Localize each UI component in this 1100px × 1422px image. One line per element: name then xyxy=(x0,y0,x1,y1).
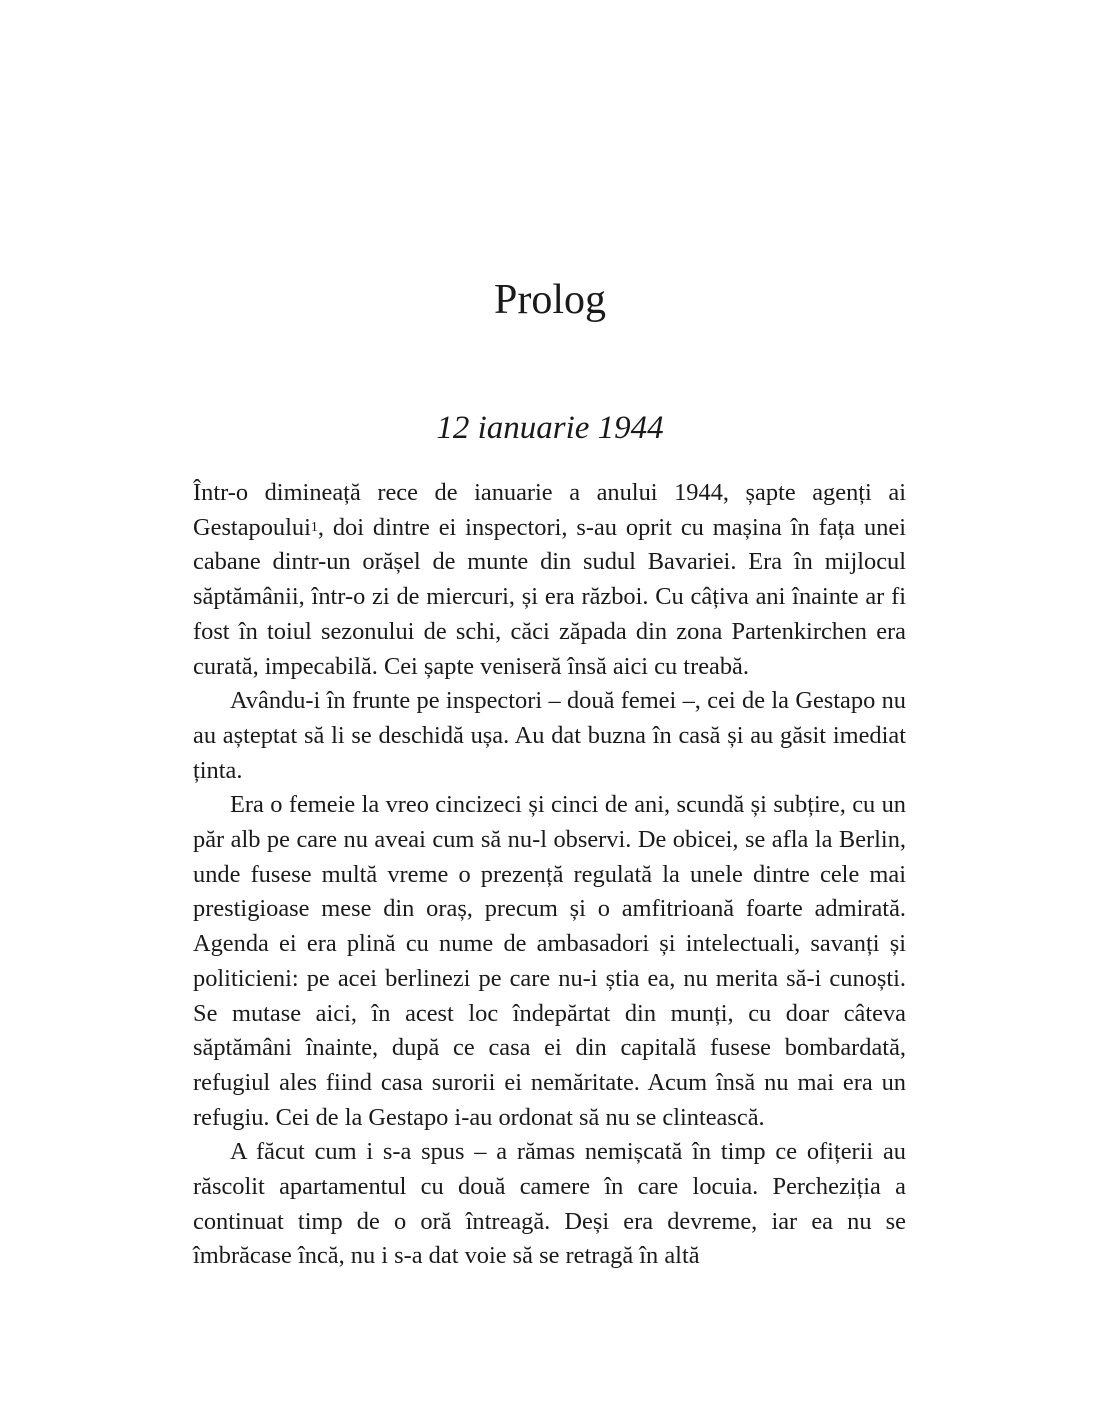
paragraph-4: A făcut cum i s-a spus – a rămas nemișcată în timp ce ofițerii au răscolit apartamentul cu două camere în care locuia. Percheziția a continuat timp de o oră întreagă. Deși era devreme, iar ea nu se îmbrăcase încă, nu i s-a dat voie să se retragă în altă xyxy=(193,1138,906,1270)
paragraph-1 xyxy=(193,476,906,684)
paragraph-2: Avându-i în frunte pe inspectori – două femei –, cei de la Gestapo nu au așteptat să li se deschidă ușa. Au dat buzna în casă și au găsit imediat ținta. xyxy=(193,687,906,784)
chapter-date: 12 ianuarie 1944 xyxy=(436,410,664,446)
chapter-title: Prolog xyxy=(493,277,606,323)
paragraph-1-text-b: , doi dintre ei inspectori, s-au oprit cu mașina în fața unei cabane dintr-un orășel de munte din sudul Bavariei. Era în mijlocul săptămânii, într-o zi de miercuri, și era război. Cu câțiva ani înainte ar fi fost în toiul sezonului de schi, căci zăpada din zona Partenkirchen era curată, impecabilă. Cei șapte veniseră însă aici cu treabă. xyxy=(193,513,906,680)
chapter-body xyxy=(193,476,906,1274)
footnote-marker: 1 xyxy=(310,519,318,535)
paragraph-1-text-a: Într-o dimineață rece de ianuarie a anului 1944, șapte agenți ai Gestapoului xyxy=(193,479,906,541)
paragraph-3: Era o femeie la vreo cincizeci și cinci de ani, scundă și subțire, cu un păr alb pe care nu aveai cum să nu-l observi. De obicei, se afla la Berlin, unde fusese multă vreme o prezență regulată la unele dintre cele mai prestigioase mese din oraș, precum și o amfitrioană foarte admirată. Agenda ei era plină cu nume de ambasadori și intelectuali, savanți și politicieni: pe acei berlinezi pe care nu-i știa ea, nu merita să-i cunoști. Se mutase aici, în acest loc îndepărtat din munți, cu doar câteva săptămâni înainte, după ce casa ei din capitală fusese bombardată, refugiul ales fiind casa surorii ei nemăritate. Acum însă nu mai era un refugiu. Cei de la Gestapo i-au ordonat să nu se clintească. xyxy=(193,791,906,1131)
